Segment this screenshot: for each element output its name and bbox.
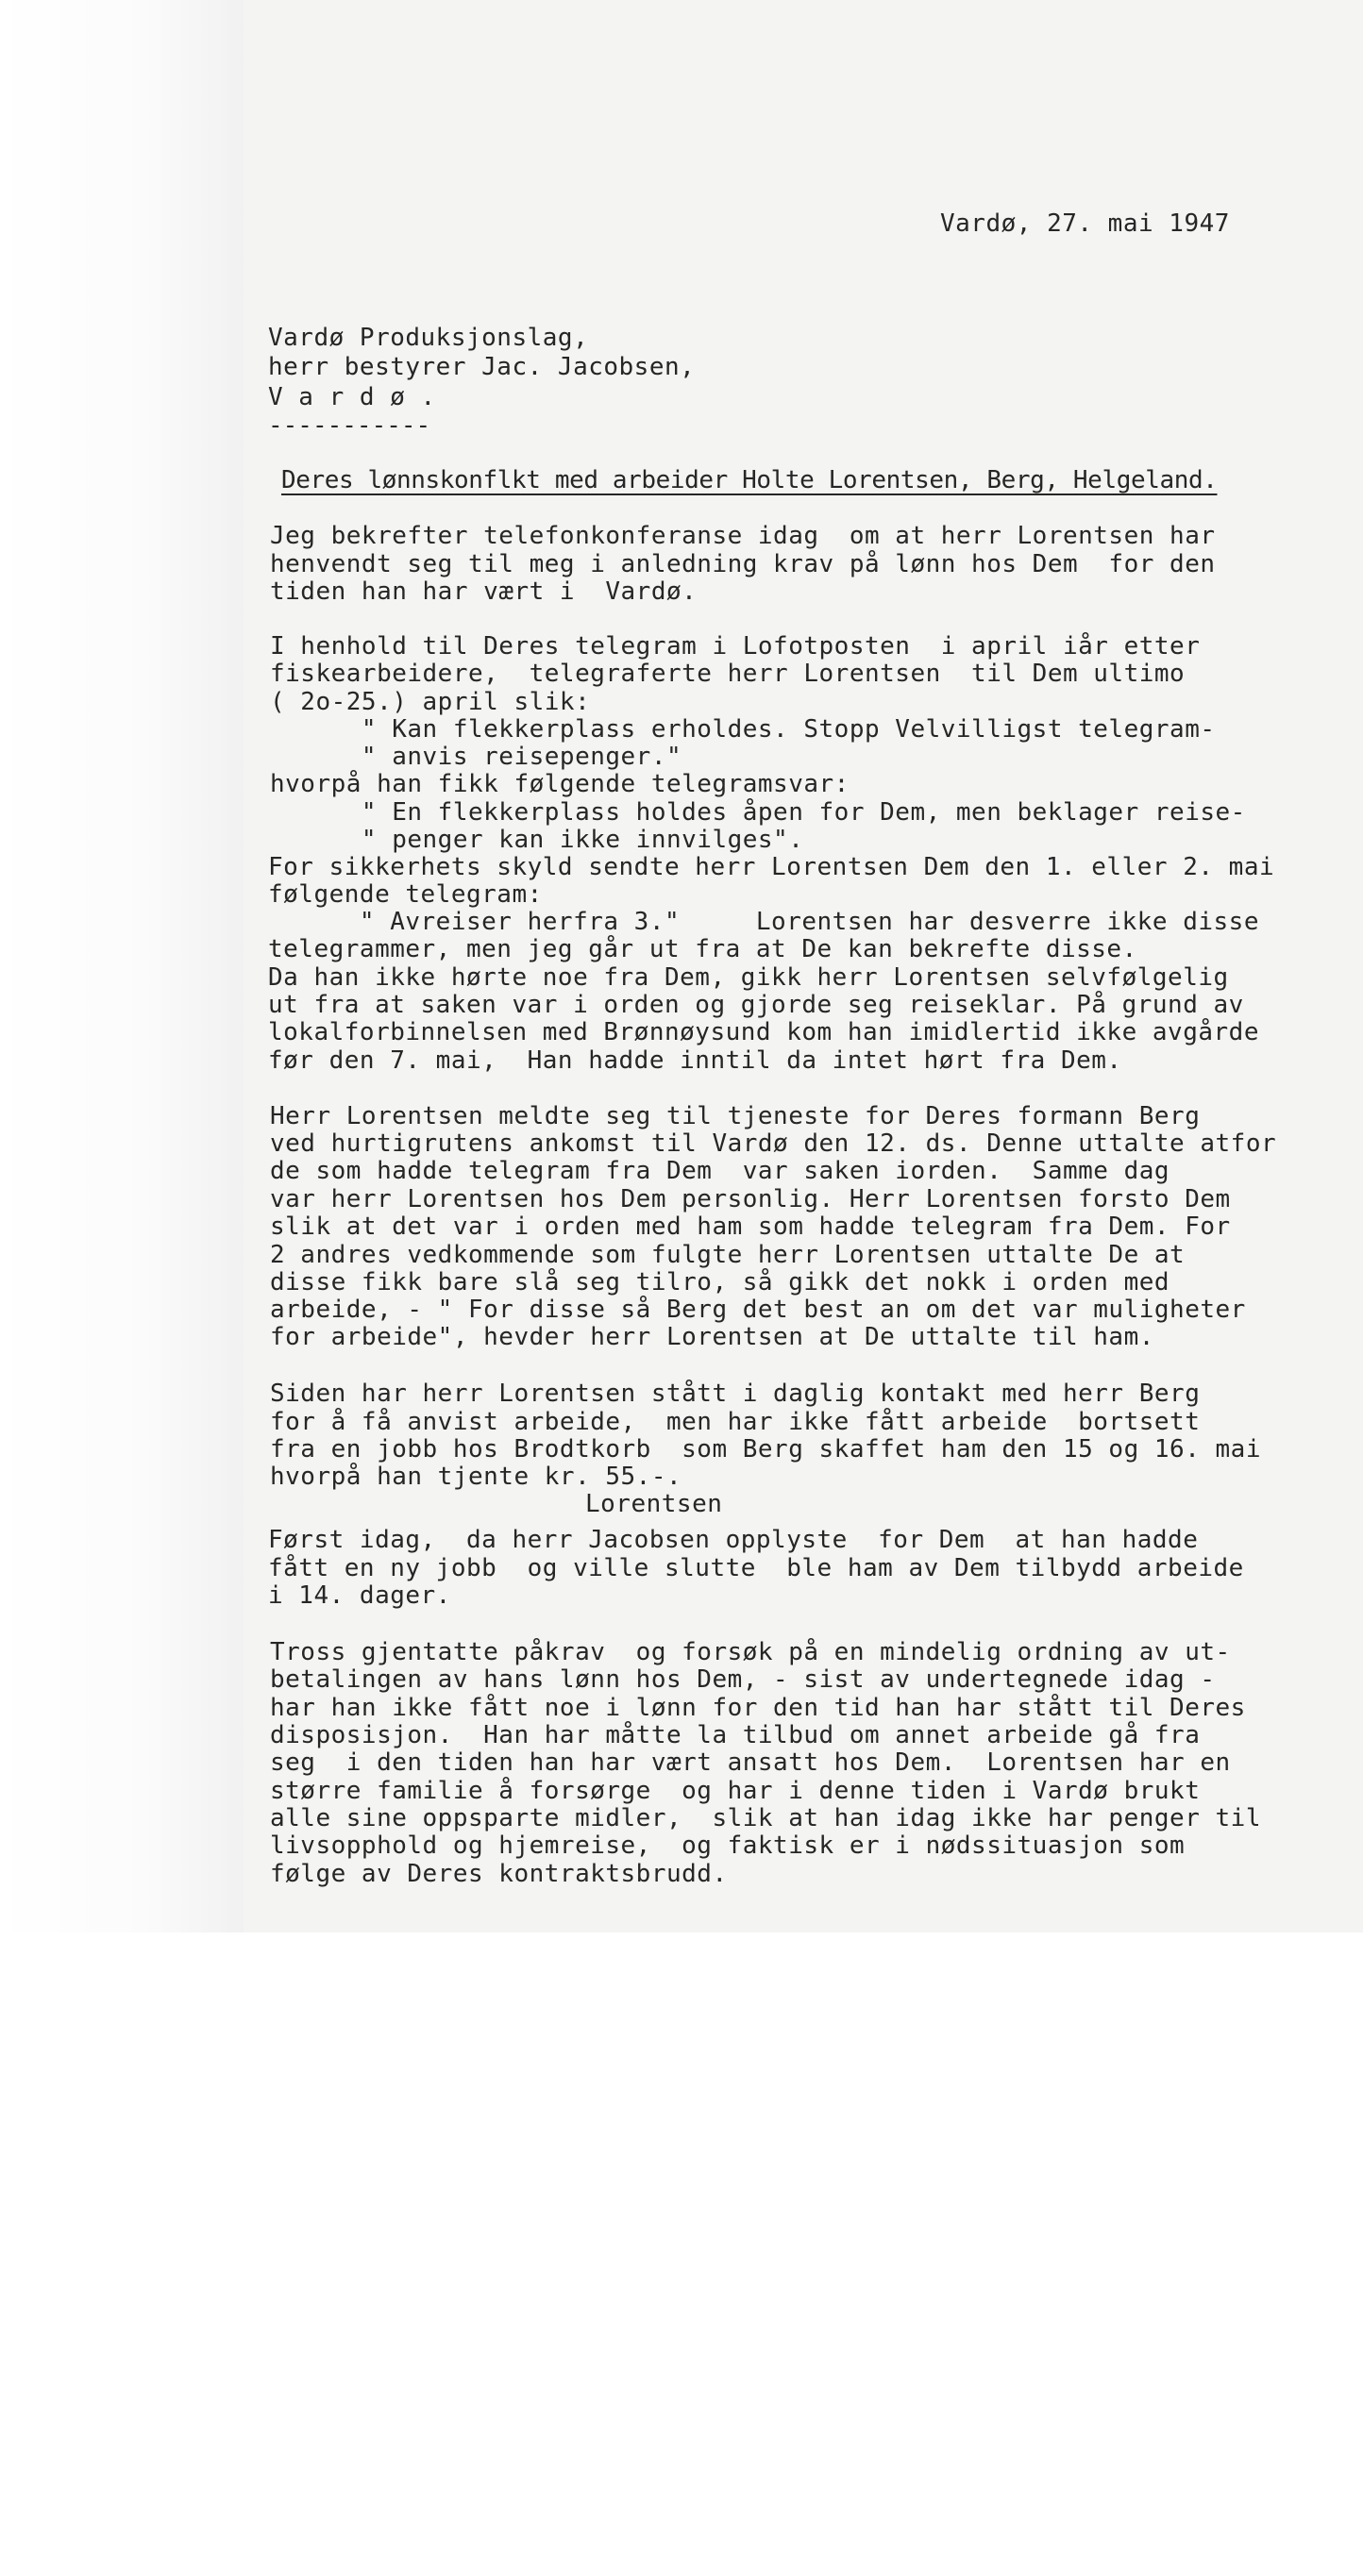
text-line: Jeg bekrefter telefonkonferanse idag om at herr Lorentsen har: [270, 522, 1216, 550]
text-line: seg i den tiden han har vært ansatt hos Dem. Lorentsen har en: [270, 1748, 1231, 1777]
handwritten-insertion: Lorentsen: [585, 1490, 723, 1518]
text-line: For sikkerhets skyld sendte herr Lorentsen Dem den 1. eller 2. mai: [268, 853, 1275, 881]
text-line: ( 2o-25.) april slik:: [270, 688, 591, 716]
text-line: henvendt seg til meg i anledning krav på lønn hos Dem for den: [270, 550, 1216, 578]
text-line: Først idag, da herr Jacobsen opplyste for Dem at han hadde: [268, 1526, 1199, 1554]
text-line: Herr Lorentsen meldte seg til tjeneste for Deres formann Berg: [270, 1102, 1201, 1130]
text-line: tiden han har vært i Vardø.: [270, 577, 698, 606]
text-line: disposisjon. Han har måtte la tilbud om annet arbeide gå fra: [270, 1721, 1201, 1749]
text-line: for å få anvist arbeide, men har ikke fått arbeide bortsett: [270, 1408, 1201, 1436]
text-line: fått en ny jobb og ville slutte ble ham av Dem tilbydd arbeide: [268, 1554, 1244, 1582]
telegram-quote-line: " Avreiser herfra 3." Lorentsen har desverre ikke disse: [268, 908, 1259, 936]
recipient-line: herr bestyrer Jac. Jacobsen,: [268, 353, 696, 381]
text-line: følgende telegram:: [268, 880, 543, 909]
text-line: betalingen av hans lønn hos Dem, - sist av undertegnede idag -: [270, 1665, 1216, 1694]
recipient-rule: -----------: [268, 411, 431, 440]
letter-date: Vardø, 27. mai 1947: [940, 209, 1230, 238]
text-line: følge av Deres kontraktsbrudd.: [270, 1860, 728, 1888]
letter-subject: Deres lønnskonflkt med arbeider Holte Lorentsen, Berg, Helgeland.: [281, 466, 1218, 494]
telegram-quote-line: " penger kan ikke innvilges".: [270, 826, 804, 854]
text-line: for arbeide", hevder herr Lorentsen at De uttalte til ham.: [270, 1323, 1154, 1351]
text-line: hvorpå han fikk følgende telegramsvar:: [270, 770, 850, 798]
text-line: før den 7. mai, Han hadde inntil da intet hørt fra Dem.: [268, 1046, 1122, 1075]
text-line: livsopphold og hjemreise, og faktisk er i nødssituasjon som: [270, 1832, 1186, 1860]
paragraph-claim: [0, 1638, 1363, 2519]
text-line: var herr Lorentsen hos Dem personlig. Herr Lorentsen forsto Dem: [270, 1185, 1231, 1213]
text-line: lokalforbinnelsen med Brønnøysund kom han imidlertid ikke avgårde: [268, 1018, 1259, 1046]
text-line: ut fra at saken var i orden og gjorde seg reiseklar. På grund av: [268, 991, 1244, 1019]
telegram-quote-line: " anvis reisepenger.": [270, 743, 682, 771]
text-line: de som hadde telegram fra Dem var saken iorden. Samme dag: [270, 1157, 1170, 1185]
text-line: slik at det var i orden med ham som hadde telegram fra Dem. For: [270, 1213, 1231, 1241]
recipient-line: V a r d ø .: [268, 383, 436, 411]
text-line: alle sine oppsparte midler, slik at han idag ikke har penger til: [270, 1804, 1261, 1832]
text-line: har han ikke fått noe i lønn for den tid han har stått til Deres: [270, 1694, 1246, 1722]
text-line: disse fikk bare slå seg tilro, så gikk det nokk i orden med: [270, 1268, 1170, 1296]
text-line: telegrammer, men jeg går ut fra at De kan bekrefte disse.: [268, 935, 1137, 963]
text-line: fra en jobb hos Brodtkorb som Berg skaffet ham den 15 og 16. mai: [270, 1435, 1261, 1464]
text-line: Da han ikke hørte noe fra Dem, gikk herr Lorentsen selvfølgelig: [268, 963, 1229, 992]
text-line: fiskearbeidere, telegraferte herr Lorentsen til Dem ultimo: [270, 660, 1186, 688]
text-line: hvorpå han tjente kr. 55.-.: [270, 1463, 682, 1491]
text-line: ved hurtigrutens ankomst til Vardø den 12. ds. Denne uttalte atfor: [270, 1129, 1277, 1158]
text-line: i 14. dager.: [268, 1581, 451, 1610]
text-line: 2 andres vedkommende som fulgte herr Lorentsen uttalte De at: [270, 1241, 1186, 1269]
text-line: Tross gjentatte påkrav og forsøk på en mindelig ordning av ut-: [270, 1638, 1231, 1666]
telegram-quote-line: " En flekkerplass holdes åpen for Dem, men beklager reise-: [270, 798, 1246, 827]
text-line: arbeide, - " For disse så Berg det best an om det var muligheter: [270, 1296, 1246, 1324]
text-line: Siden har herr Lorentsen stått i daglig kontakt med herr Berg: [270, 1380, 1201, 1408]
telegram-quote-line: " Kan flekkerplass erholdes. Stopp Velvilligst telegram-: [270, 715, 1216, 744]
text-line: I henhold til Deres telegram i Lofotposten i april iår etter: [270, 632, 1201, 661]
text-line: større familie å forsørge og har i denne tiden i Vardø brukt: [270, 1777, 1201, 1805]
recipient-line: Vardø Produksjonslag,: [268, 324, 589, 352]
